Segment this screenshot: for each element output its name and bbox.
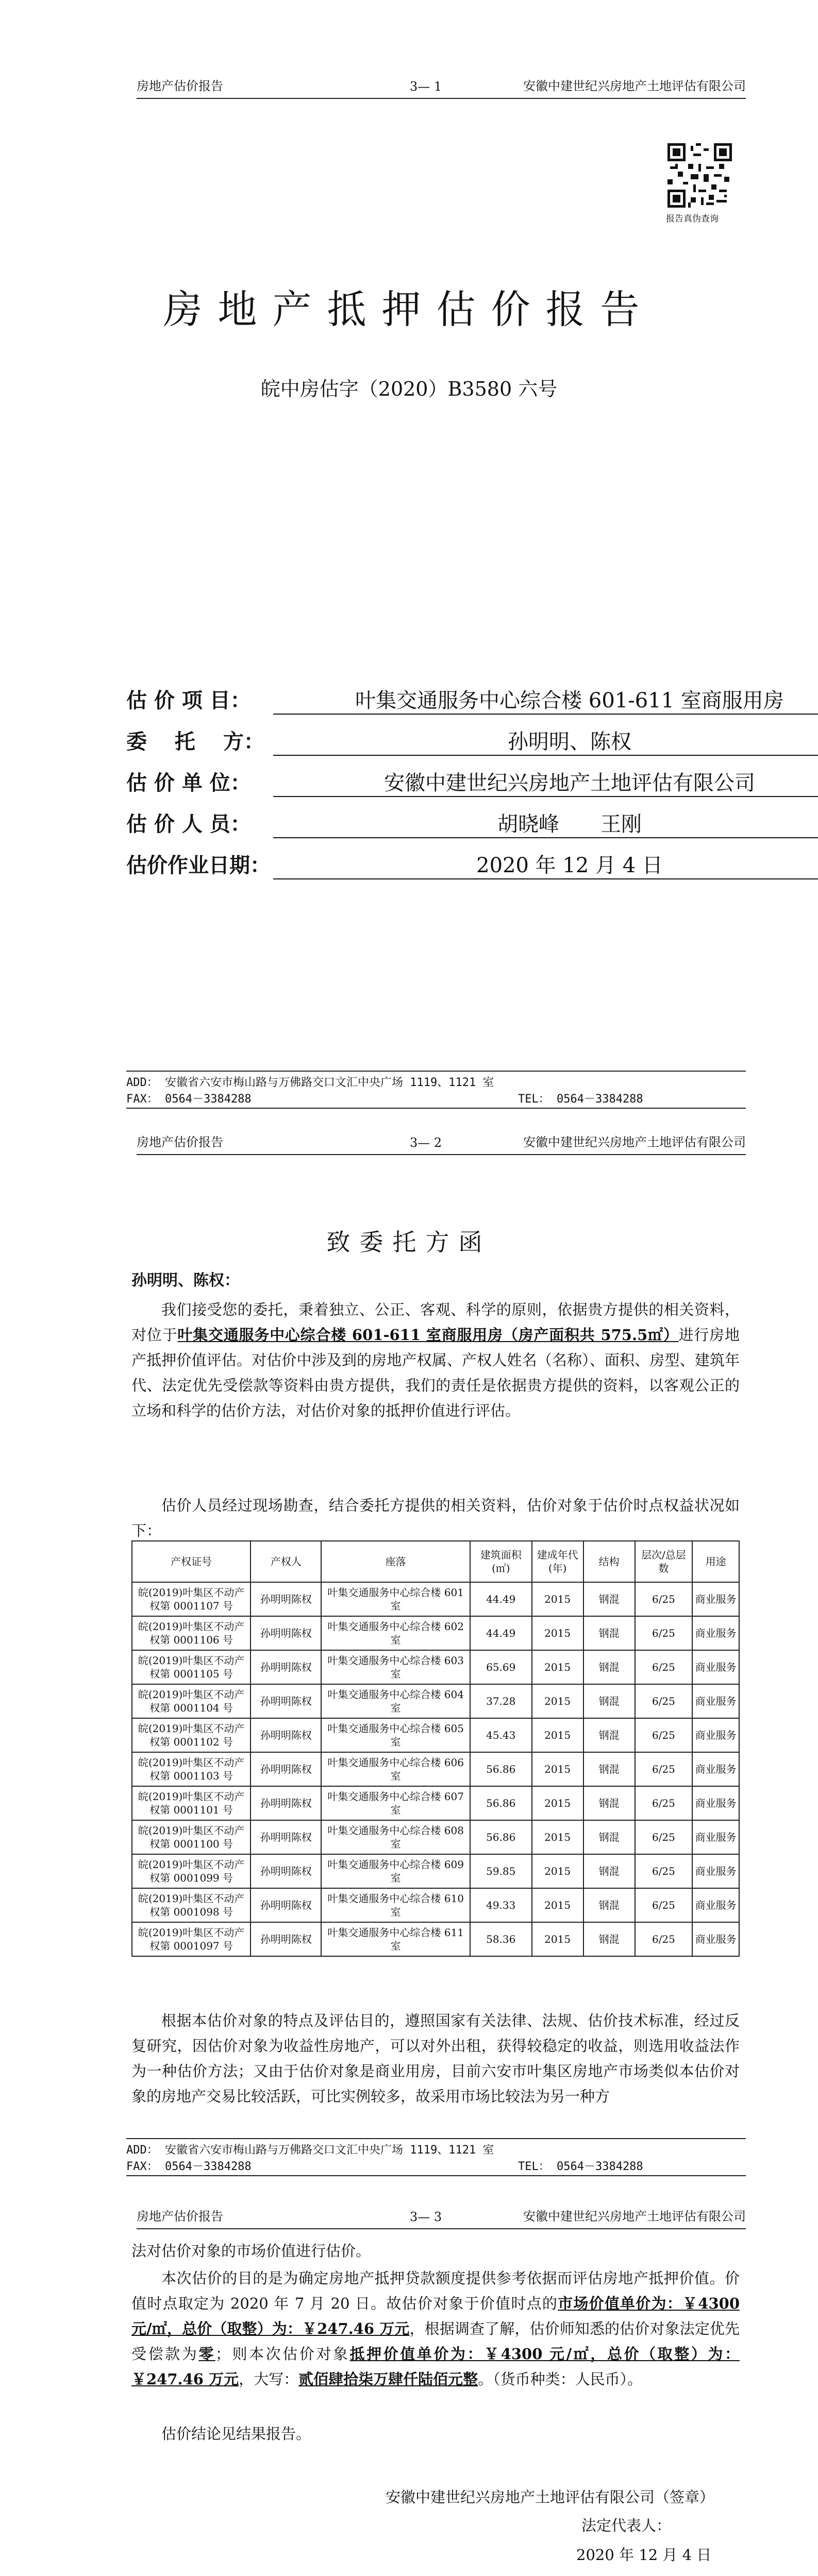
table-row (132, 1820, 739, 1854)
text-span: 我们接受您的委托，秉着独立、公正、客观、科学的原则，依据贵方提供的相关资料，对位于 (131, 1301, 740, 1344)
letter-paragraph (131, 2266, 740, 2392)
text-span: 。（货币种类：人民币）。 (478, 2370, 643, 2388)
table-cell: 商业服务 (692, 1922, 739, 1956)
table-header-cell: 产权人 (251, 1541, 321, 1582)
table-cell: 6/25 (635, 1820, 693, 1854)
info-label: 估 价 人 员： (126, 812, 251, 836)
letter-paragraph: 估价结论见结果报告。 (161, 2425, 311, 2443)
table-cell: 2015 (532, 1888, 583, 1922)
table-cell: 商业服务 (692, 1854, 739, 1888)
table-cell: 2015 (532, 1922, 583, 1956)
info-label: 估 价 单 位： (126, 771, 251, 795)
table-cell: 叶集交通服务中心综合楼 607 室 (321, 1786, 470, 1820)
table-cell: 58.36 (470, 1922, 532, 1956)
header-company: 安徽中建世纪兴房地产土地评估有限公司 (523, 1135, 746, 1149)
letter-title: 致委托方函 (326, 1228, 492, 1256)
table-cell: 6/25 (635, 1718, 693, 1752)
table-row (132, 1650, 739, 1684)
letter-addressee: 孙明明、陈权： (131, 1272, 240, 1290)
table-cell: 钢混 (583, 1752, 635, 1786)
table-cell: 皖(2019)叶集区不动产权第 0001100 号 (132, 1820, 251, 1854)
table-cell: 孙明明陈权 (251, 1786, 321, 1820)
table-cell: 孙明明陈权 (251, 1684, 321, 1718)
table-cell: 2015 (532, 1718, 583, 1752)
table-cell: 皖(2019)叶集区不动产权第 0001103 号 (132, 1752, 251, 1786)
table-header-cell: 用途 (692, 1541, 739, 1582)
table-cell: 商业服务 (692, 1582, 739, 1616)
info-value: 孙明明、陈权 (273, 725, 818, 756)
table-cell: 孙明明陈权 (251, 1854, 321, 1888)
table-row (132, 1582, 739, 1616)
table-cell: 孙明明陈权 (251, 1650, 321, 1684)
page-header (137, 2208, 746, 2229)
info-value: 胡晓峰 王刚 (273, 808, 818, 838)
table-cell: 商业服务 (692, 1820, 739, 1854)
table-cell: 钢混 (583, 1582, 635, 1616)
letter-paragraph: 估价人员经过现场勘查，结合委托方提供的相关资料，估价对象于估价时点权益状况如下： (131, 1497, 740, 1539)
amount-in-words: 贰佰肆拾柒万肆仟陆佰元整 (298, 2370, 478, 2388)
mortgage-value: 抵押价值单价为：￥4300 元/㎡，总价（取整）为：￥247.46 万元 (131, 2345, 740, 2388)
info-value: 安徽中建世纪兴房地产土地评估有限公司 (273, 767, 818, 797)
table-cell: 钢混 (583, 1786, 635, 1820)
table-cell: 6/25 (635, 1650, 693, 1684)
header-left: 房地产估价报告 (137, 1135, 223, 1149)
table-cell: 叶集交通服务中心综合楼 606 室 (321, 1752, 470, 1786)
signature-date: 2020 年 12 月 4 日 (576, 2546, 712, 2564)
table-cell: 钢混 (583, 1718, 635, 1752)
table-cell: 商业服务 (692, 1684, 739, 1718)
table-cell: 钢混 (583, 1922, 635, 1956)
footer-fax: FAX： 0564－3384288 (126, 1093, 252, 1106)
footer-contacts (126, 1091, 746, 1109)
letter-page (0, 1133, 818, 2208)
table-cell: 6/25 (635, 1854, 693, 1888)
table-cell: 6/25 (635, 1616, 693, 1650)
table-row (132, 1786, 739, 1820)
table-header-cell: 建成年代(年) (532, 1541, 583, 1582)
table-row (132, 1752, 739, 1786)
table-cell: 钢混 (583, 1616, 635, 1650)
footer-fax: FAX： 0564－3384288 (126, 2160, 252, 2173)
table-row (132, 1854, 739, 1888)
table-cell: 叶集交通服务中心综合楼 601 室 (321, 1582, 470, 1616)
table-cell: 叶集交通服务中心综合楼 611 室 (321, 1922, 470, 1956)
info-value: 叶集交通服务中心综合楼 601-611 室商服用房 (273, 684, 818, 715)
table-cell: 叶集交通服务中心综合楼 604 室 (321, 1684, 470, 1718)
text-span: 进行房地产抵押价值评估。对估价中涉及到的房地产权属、产权人姓名（名称）、面积、房型、建筑年代、法定优先受偿款等资料由贵方提供，我们的责任是依据贵方提供的资料，以客观公正的立场和科学的估价方法，对估价对象的抵押价值进行评估。 (131, 1326, 740, 1419)
table-cell: 孙明明陈权 (251, 1922, 321, 1956)
table-cell: 56.86 (470, 1752, 532, 1786)
table-cell: 44.49 (470, 1582, 532, 1616)
table-cell: 孙明明陈权 (251, 1820, 321, 1854)
table-cell: 皖(2019)叶集区不动产权第 0001105 号 (132, 1650, 251, 1684)
table-row (132, 1684, 739, 1718)
table-cell: 叶集交通服务中心综合楼 605 室 (321, 1718, 470, 1752)
info-label: 委 托 方： (126, 730, 264, 754)
table-cell: 2015 (532, 1582, 583, 1616)
table-cell: 6/25 (635, 1888, 693, 1922)
table-cell: 皖(2019)叶集区不动产权第 0001098 号 (132, 1888, 251, 1922)
info-value: 2020 年 12 月 4 日 (273, 849, 818, 879)
table-cell: 56.86 (470, 1786, 532, 1820)
table-cell: 皖(2019)叶集区不动产权第 0001097 号 (132, 1922, 251, 1956)
table-cell: 6/25 (635, 1582, 693, 1616)
text-span: 本次估价的目的是为确定房地产抵押贷款额度提供参考依据而评估房地产抵押价值。价值时点取定为 2020 年 7 月 20 日。故估价对象于价值时点的 (131, 2269, 740, 2312)
table-cell: 孙明明陈权 (251, 1888, 321, 1922)
table-cell: 皖(2019)叶集区不动产权第 0001104 号 (132, 1684, 251, 1718)
table-cell: 皖(2019)叶集区不动产权第 0001101 号 (132, 1786, 251, 1820)
table-cell: 2015 (532, 1752, 583, 1786)
table-cell: 45.43 (470, 1718, 532, 1752)
table-cell: 皖(2019)叶集区不动产权第 0001107 号 (132, 1582, 251, 1616)
table-header-cell: 座落 (321, 1541, 470, 1582)
page-footer (126, 2138, 746, 2176)
info-label: 估 价 项 目： (126, 689, 251, 713)
table-cell: 钢混 (583, 1854, 635, 1888)
header-company: 安徽中建世纪兴房地产土地评估有限公司 (523, 2209, 746, 2224)
table-header-cell: 层次/总层数 (635, 1541, 693, 1582)
table-cell: 钢混 (583, 1650, 635, 1684)
header-company: 安徽中建世纪兴房地产土地评估有限公司 (523, 79, 746, 93)
report-title: 房地产抵押估价报告 (163, 286, 655, 332)
table-cell: 2015 (532, 1786, 583, 1820)
table-cell: 叶集交通服务中心综合楼 609 室 (321, 1854, 470, 1888)
table-header-cell: 建筑面积(㎡) (470, 1541, 532, 1582)
table-cell: 56.86 (470, 1820, 532, 1854)
page-header (137, 77, 746, 99)
header-page-number: 3— 1 (410, 79, 442, 94)
table-cell: 商业服务 (692, 1752, 739, 1786)
page-header (137, 1133, 746, 1155)
table-cell: 皖(2019)叶集区不动产权第 0001099 号 (132, 1854, 251, 1888)
footer-tel: TEL： 0564－3384288 (518, 2160, 643, 2173)
letter-page-continued (0, 2208, 818, 2576)
letter-paragraph (131, 1297, 740, 1423)
header-left: 房地产估价报告 (137, 79, 223, 93)
text-span: ，大写： (239, 2370, 299, 2388)
table-cell: 6/25 (635, 1786, 693, 1820)
priority-claim: 零 (198, 2345, 215, 2363)
table-cell: 钢混 (583, 1820, 635, 1854)
signature-company: 安徽中建世纪兴房地产土地评估有限公司（签章） (386, 2488, 715, 2506)
table-cell: 2015 (532, 1820, 583, 1854)
footer-contacts (126, 2159, 746, 2176)
subject-property: 叶集交通服务中心综合楼 601-611 室商服用房（房产面积共 575.5㎡） (177, 1326, 679, 1344)
table-header-cell: 结构 (583, 1541, 635, 1582)
table-cell: 6/25 (635, 1922, 693, 1956)
table-cell: 2015 (532, 1650, 583, 1684)
letter-paragraph: 法对估价对象的市场价值进行估价。 (131, 2242, 371, 2260)
table-cell: 商业服务 (692, 1718, 739, 1752)
table-row (132, 1922, 739, 1956)
table-cell: 皖(2019)叶集区不动产权第 0001102 号 (132, 1718, 251, 1752)
footer-address: ADD： 安徽省六安市梅山路与万佛路交口文汇中央广场 1119、1121 室 (126, 2144, 494, 2157)
footer-tel: TEL： 0564－3384288 (518, 1093, 643, 1106)
qr-code-icon[interactable] (667, 143, 732, 208)
text-span: ；则本次估价对象 (215, 2345, 350, 2363)
table-header-cell: 产权证号 (132, 1541, 251, 1582)
signature-legal-rep: 法定代表人： (581, 2517, 672, 2534)
table-cell: 商业服务 (692, 1616, 739, 1650)
table-cell: 钢混 (583, 1684, 635, 1718)
table-cell: 商业服务 (692, 1786, 739, 1820)
table-cell: 商业服务 (692, 1650, 739, 1684)
table-cell: 44.49 (470, 1616, 532, 1650)
table-cell: 2015 (532, 1854, 583, 1888)
table-cell: 孙明明陈权 (251, 1616, 321, 1650)
table-cell: 37.28 (470, 1684, 532, 1718)
market-value: 市场价值单价为：￥4300 元/㎡，总价（取整）为：￥247.46 万元 (131, 2295, 740, 2337)
table-cell: 6/25 (635, 1752, 693, 1786)
table-cell: 叶集交通服务中心综合楼 602 室 (321, 1616, 470, 1650)
table-row (132, 1616, 739, 1650)
table-cell: 商业服务 (692, 1888, 739, 1922)
table-header-row (132, 1541, 739, 1582)
report-number: 皖中房估字（2020）B3580 六号 (260, 378, 558, 400)
table-cell: 叶集交通服务中心综合楼 610 室 (321, 1888, 470, 1922)
table-cell: 2015 (532, 1684, 583, 1718)
table-cell: 孙明明陈权 (251, 1582, 321, 1616)
text-span: ，根据调查了解，估价师知悉的估价对象法定优先受偿款为 (131, 2320, 740, 2363)
table-cell: 孙明明陈权 (251, 1752, 321, 1786)
table-cell: 65.69 (470, 1650, 532, 1684)
table-cell: 皖(2019)叶集区不动产权第 0001106 号 (132, 1616, 251, 1650)
table-cell: 叶集交通服务中心综合楼 603 室 (321, 1650, 470, 1684)
table-cell: 叶集交通服务中心综合楼 608 室 (321, 1820, 470, 1854)
page-footer (126, 1071, 746, 1109)
header-page-number: 3— 2 (410, 1136, 442, 1150)
table-row (132, 1888, 739, 1922)
header-left: 房地产估价报告 (137, 2209, 223, 2224)
qr-caption: 报告真伪查询 (666, 214, 719, 224)
info-label: 估价作业日期： (126, 854, 271, 877)
table-row (132, 1718, 739, 1752)
table-cell: 孙明明陈权 (251, 1718, 321, 1752)
header-page-number: 3— 3 (410, 2210, 442, 2224)
footer-address: ADD： 安徽省六安市梅山路与万佛路交口文汇中央广场 1119、1121 室 (126, 1076, 494, 1089)
table-cell: 49.33 (470, 1888, 532, 1922)
table-cell: 2015 (532, 1616, 583, 1650)
letter-paragraph: 根据本估价对象的特点及评估目的，遵照国家有关法律、法规、估价技术标准，经过反复研究，因估价对象为收益性房地产，可以对外出租，获得较稳定的收益，则选用收益法作为一种估价方法；又由于估价对象是商业用房，目前六安市叶集区房地产市场类似本估价对象的房地产交易比较活跃，可比实例较多，故采用市场比较法为另一种方 (131, 2012, 740, 2105)
property-rights-table (131, 1540, 740, 1957)
cover-page (0, 0, 818, 1133)
table-cell: 钢混 (583, 1888, 635, 1922)
table-cell: 6/25 (635, 1684, 693, 1718)
table-cell: 59.85 (470, 1854, 532, 1888)
